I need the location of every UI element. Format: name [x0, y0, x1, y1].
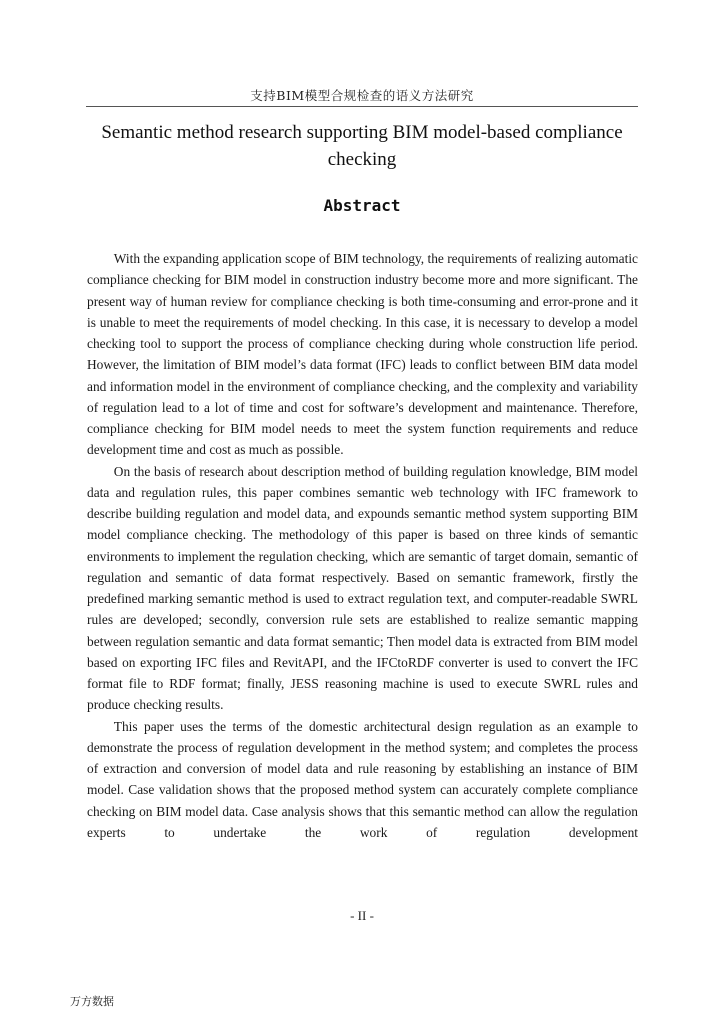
paper-title: Semantic method research supporting BIM model-based compliance checking	[101, 122, 623, 170]
abstract-paragraph-2: On the basis of research about description method of building regulation knowledge, BIM model data and regulation rules, this paper combines semantic web technology with IFC framework to describe building regulation and model data, and expounds semantic method system supporting BIM model compliance checking. The methodology of this paper is based on three kinds of semantic environments to implement the regulation checking, which are semantic of target domain, semantic of regulation and semantic of data format respectively. Based on semantic framework, firstly the predefined marking semantic method is used to extract regulation text, and computer-readable SWRL rules are developed; secondly, conversion rule sets are established to realize semantic mapping between regulation semantic and data format semantic; Then model data is extracted from BIM model based on exporting IFC files and RevitAPI, and the IFCtoRDF converter is used to convert the IFC format file to RDF format; finally, JESS reasoning machine is used to execute SWRL rules and produce checking results.	[87, 463, 638, 713]
running-header: 支持BIM模型合规检查的语义方法研究	[250, 88, 474, 103]
page-number: - II -	[350, 908, 374, 923]
source-watermark: 万方数据	[70, 995, 114, 1008]
header-divider	[86, 106, 638, 107]
abstract-heading: Abstract	[323, 196, 401, 215]
abstract-paragraph-1: With the expanding application scope of BIM technology, the requirements of realizing automatic compliance checking for BIM model in construction industry become more and more significant. The present way of human review for compliance checking is both time-consuming and error-prone and it is unable to meet the requirements of model checking. In this case, it is necessary to develop a model checking tool to support the process of compliance checking during whole construction life period. However, the limitation of BIM model’s data format (IFC) leads to conflict between BIM data model and information model in the environment of compliance checking, and the complexity and variability of regulation lead to a lot of time and cost for software’s development and maintenance. Therefore, compliance checking for BIM model needs to meet the system function requirements and reduce development time and cost as much as possible.	[87, 251, 638, 458]
abstract-paragraph-3: This paper uses the terms of the domestic architectural design regulation as an example to demonstrate the process of regulation development in the method system; and completes the process of extraction and conversion of model data and rule reasoning by establishing an instance of BIM model. Case validation shows that the proposed method system can accurately complete compliance checking on BIM model data. Case analysis shows that this semantic method can allow the regulation experts to undertake the work of regulation development	[87, 718, 638, 840]
abstract-body	[87, 248, 638, 843]
